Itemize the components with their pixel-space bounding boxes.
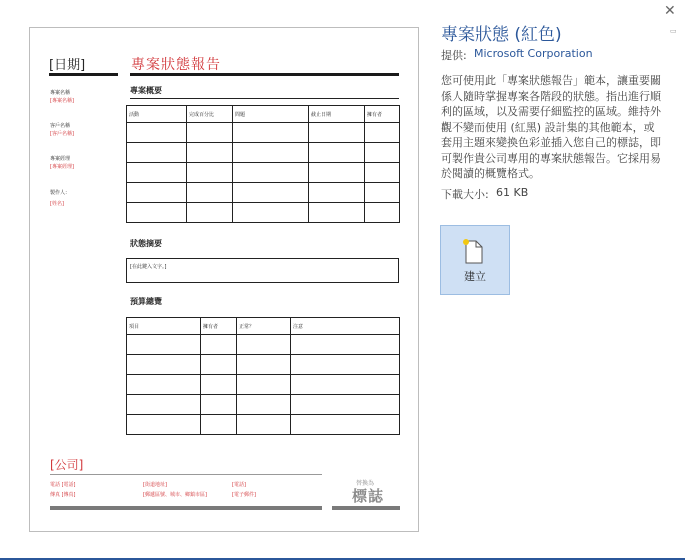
provider-label: 提供: xyxy=(441,49,467,62)
overview-header-cell: 擁有者 xyxy=(365,106,400,123)
budget-header-cell: 項目 xyxy=(127,318,201,335)
footer-rule xyxy=(50,474,322,475)
budget-header-cell: 注意 xyxy=(291,318,400,335)
table-row xyxy=(127,335,400,355)
overview-table xyxy=(126,105,400,223)
sidebar-label-author: 製作人： xyxy=(50,190,71,196)
template-preview xyxy=(29,27,419,532)
overview-header-cell: 截止日期 xyxy=(309,106,365,123)
footer-city: [郵遞區號、城市、鄉鎮市區] xyxy=(143,492,207,498)
budget-header-row xyxy=(127,318,400,335)
table-row xyxy=(127,123,400,143)
overview-header-cell: 完成百分比 xyxy=(187,106,233,123)
provider-link[interactable]: Microsoft Corporation xyxy=(474,47,593,60)
logo-placeholder-top: 替換為 xyxy=(356,480,375,487)
logo-placeholder: 標誌 xyxy=(352,487,385,505)
template-description: 您可使用此「專案狀態報告」範本，讓重要關係人隨時掌握專案各階段的狀態。指出進行順利的區域，以及需要仔細監控的區域。維持外觀不變而使用 (紅黑) 設計集的其他範本，或套用主題來變換色彩並插入您自己的標誌，即可製作貴公司專用的專案狀態報告。它採用易於閱讀的概覽格式。 xyxy=(441,74,661,180)
table-row xyxy=(127,375,400,395)
table-row xyxy=(127,183,400,203)
footer-street: [街道地址] xyxy=(143,482,167,488)
pin-icon[interactable]: ▭ xyxy=(670,27,677,35)
sidebar-value-manager: [專案經理] xyxy=(50,164,74,170)
footer-bar xyxy=(50,506,322,510)
budget-title: 預算總覽 xyxy=(130,297,162,306)
overview-header-cell: 活動 xyxy=(127,106,187,123)
sidebar-value-project: [專案名稱] xyxy=(50,98,74,104)
download-size-label: 下載大小: xyxy=(441,188,489,201)
title-underline xyxy=(130,73,399,76)
overview-header-row xyxy=(127,106,400,123)
table-row xyxy=(127,203,400,223)
close-icon[interactable]: ✕ xyxy=(664,3,676,19)
sidebar-label-project: 專案名稱 xyxy=(50,90,71,96)
footer-phone-line: 電話 [電話] xyxy=(50,482,76,488)
budget-table xyxy=(126,317,400,435)
sidebar-label-client: 客戶名稱 xyxy=(50,123,71,129)
preview-date: [日期] xyxy=(49,58,86,73)
sidebar-label-manager: 專案經理 xyxy=(50,156,71,162)
preview-report-title: 專案狀態報告 xyxy=(131,57,221,73)
footer-phone: [電話] xyxy=(232,482,246,488)
download-size-value: 61 KB xyxy=(496,186,529,199)
footer-fax-line: 傳真 [傳真] xyxy=(50,492,76,498)
budget-header-cell: 正常？ xyxy=(237,318,291,335)
footer-company: [公司] xyxy=(50,458,84,472)
overview-rule xyxy=(130,98,399,99)
status-title: 狀態摘要 xyxy=(130,239,162,248)
template-title: 專案狀態 (紅色) xyxy=(441,25,562,45)
table-row xyxy=(127,395,400,415)
new-document-icon xyxy=(461,238,485,266)
budget-header-cell: 擁有者 xyxy=(201,318,237,335)
table-row xyxy=(127,355,400,375)
create-button-label: 建立 xyxy=(464,270,486,283)
table-row xyxy=(127,163,400,183)
overview-title: 專案概要 xyxy=(130,86,162,95)
sidebar-value-client: [客戶名稱] xyxy=(50,131,74,137)
footer-bar-right xyxy=(332,506,400,510)
create-button[interactable] xyxy=(440,225,510,295)
overview-header-cell: 問題 xyxy=(233,106,309,123)
table-row xyxy=(127,415,400,435)
footer-email: [電子郵件] xyxy=(232,492,256,498)
date-underline xyxy=(49,73,118,76)
sidebar-value-author: [姓名] xyxy=(50,201,64,207)
table-row xyxy=(127,143,400,163)
status-placeholder: [在此鍵入文字。] xyxy=(130,264,167,270)
status-box xyxy=(126,258,399,283)
